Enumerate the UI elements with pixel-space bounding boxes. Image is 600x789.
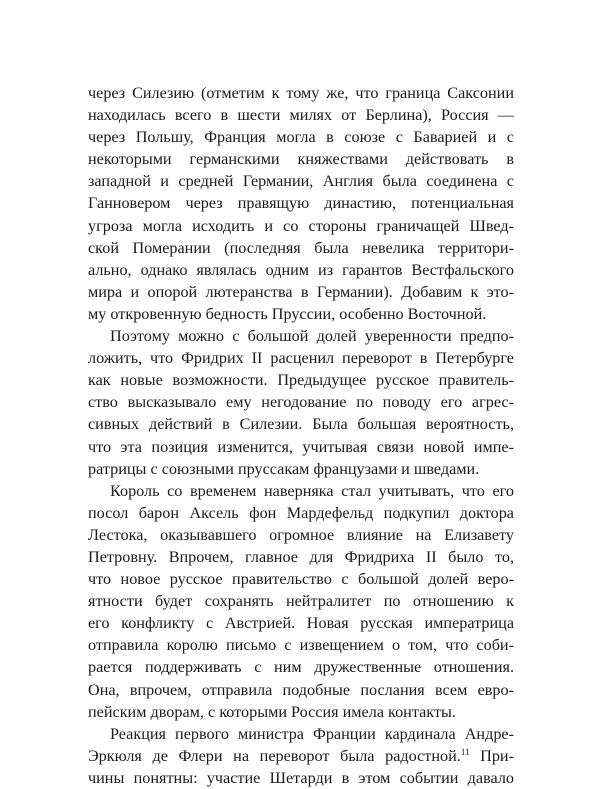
text-line: ратрицы с союзными пруссакам французами и шведами. (88, 459, 480, 478)
text-line: чины понятны: участие Шетарди в этом событии давало (88, 768, 514, 787)
text-line: некоторыми германскими княжествами действовать в (88, 150, 514, 169)
text-line: ской Померании (последняя была невелика территори- (88, 238, 514, 257)
footnote-marker: 11 (460, 746, 470, 757)
text-line: Король со временем наверняка стал учитывать, что его (110, 481, 514, 500)
text-line: его конфликту с Австрией. Новая русская императрица (88, 614, 514, 633)
text-line: отправила королю письмо с извещением о том, что соби- (88, 636, 514, 655)
text-line: му откровенную бедность Пруссии, особенно Восточной. (88, 304, 487, 323)
text-line: западной и средней Германии, Англия была соединена с (88, 172, 514, 191)
text-line: мира и опорой лютеранства в Германии). Добавим к это- (88, 282, 514, 301)
text-line: ально, однако являлась одним из гарантов Вестфальского (88, 260, 514, 279)
text-line: посол барон Аксель фон Мардефельд подкупил доктора (88, 503, 514, 522)
text-line: сивных действий в Силезии. Была большая вероятность, (88, 415, 514, 434)
text-line: Петровну. Впрочем, главное для Фридриха II было то, (88, 547, 514, 566)
text-line: что новое русское правительство с большой долей веро- (88, 570, 514, 589)
text-line: рается поддерживать с ним дружественные отношения. (88, 658, 514, 677)
text-line: Реакция первого министра Франции кардинала Андре- (110, 724, 514, 743)
text-fragment: При- (469, 746, 514, 765)
text-line: ство высказывало ему негодование по поводу его агрес- (88, 393, 514, 412)
text-line-with-footnote (88, 745, 514, 767)
text-line: находилась всего в шести милях от Берлина), Россия — (88, 106, 514, 125)
paragraph-3 (88, 480, 514, 723)
text-line: ложить, что Фридрих II расценил переворот в Петербурге (88, 349, 514, 368)
text-line: пейским дворам, с которыми Россия имела контакты. (88, 702, 456, 721)
text-line: что эта позиция изменится, учитывая связи новой импе- (88, 437, 514, 456)
paragraph-4 (88, 723, 514, 789)
text-line: ятности будет сохранять нейтралитет по отношению к (88, 592, 514, 611)
book-page (88, 82, 514, 789)
text-fragment: Эркюля де Флери на переворот была радостной. (88, 746, 461, 765)
text-line: как новые возможности. Предыдущее русское правитель- (88, 371, 514, 390)
paragraph-1 (88, 82, 514, 325)
text-line: через Силезию (отметим к тому же, что граница Саксонии (88, 84, 514, 102)
paragraph-2 (88, 325, 514, 480)
text-line: Поэтому можно с большой долей уверенности предпо- (110, 327, 514, 346)
text-line: через Польшу, Франция могла в союзе с Баварией и с (88, 128, 514, 147)
text-line: Ганновером через правящую династию, потенциальная (88, 194, 514, 213)
text-line: Лестока, оказывавшего огромное влияние на Елизавету (88, 525, 514, 544)
text-line: угроза могла исходить и со стороны граничащей Швед- (88, 216, 514, 235)
text-line: Она, впрочем, отправила подобные послания всем евро- (88, 680, 514, 699)
